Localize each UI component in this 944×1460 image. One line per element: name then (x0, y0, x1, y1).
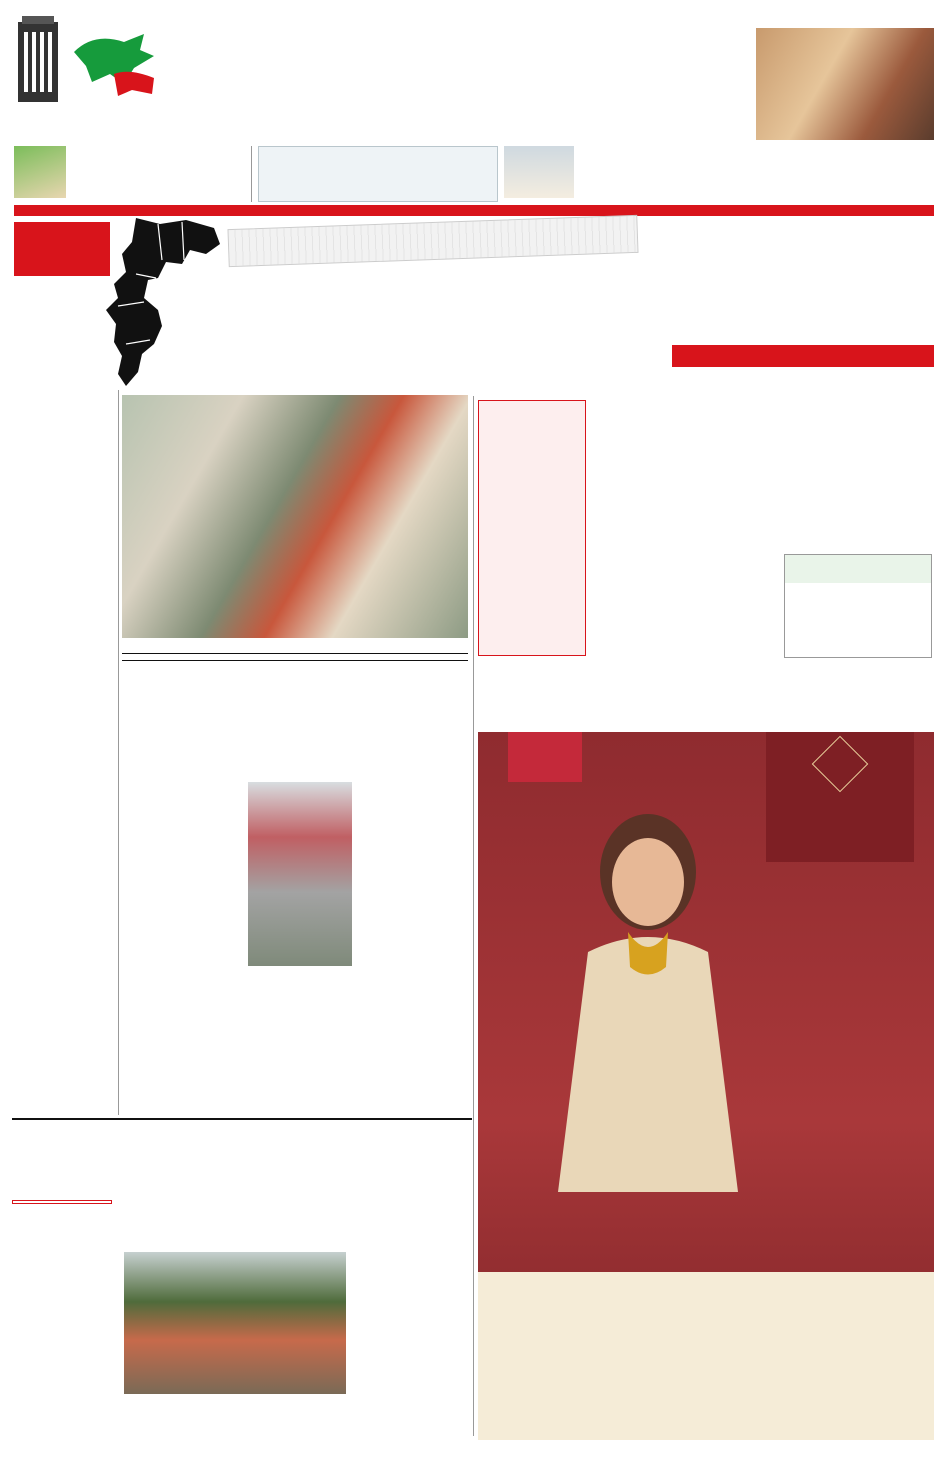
malabar-brand-box (766, 732, 914, 862)
district-side-label (784, 226, 796, 336)
north-bengal-map (96, 214, 224, 390)
malabar-model (548, 792, 748, 1192)
story3-body (122, 782, 242, 1112)
story4-body-1 (12, 1216, 120, 1438)
teaser-3[interactable] (756, 146, 934, 202)
column-rule-2 (473, 396, 474, 1436)
story4-body-2b (124, 1408, 346, 1438)
stock-exchange-logo (14, 12, 164, 108)
top-right-photo (756, 28, 934, 140)
teaser-2[interactable] (504, 146, 750, 202)
story3-rule (122, 660, 468, 661)
malabar-logo-icon (812, 736, 869, 793)
malabar-ad[interactable] (478, 732, 934, 1440)
story4-byline (12, 1200, 112, 1204)
malabar-offer-cash (730, 1027, 840, 1041)
photo-rule (122, 653, 468, 654)
story3-photo (248, 782, 352, 966)
story3-col2-body (248, 982, 352, 1108)
polling-photo (122, 395, 468, 638)
teaser-1[interactable] (14, 146, 252, 202)
malabar-features (490, 1156, 922, 1268)
story4-photo (124, 1252, 346, 1394)
story4-body-3 (238, 1200, 346, 1248)
turnout-label (672, 351, 682, 367)
malabar-badge (508, 732, 582, 782)
paper-clip-text (228, 216, 636, 230)
column-rule-1 (118, 390, 119, 1115)
story2-body (596, 512, 776, 718)
story4-body-2 (124, 1200, 234, 1248)
malabar-offer (730, 960, 926, 1042)
malabar-lower (478, 1272, 934, 1440)
teaser-1-photo (14, 146, 66, 198)
paper-clip-graphic (227, 215, 638, 267)
clinic-ad-address (785, 587, 931, 591)
teaser-2-photo (504, 146, 574, 198)
turnout-banner (672, 345, 934, 367)
story2-right-body (784, 512, 932, 552)
turnout-value (682, 344, 690, 368)
weather-panel (258, 146, 498, 202)
violence-box (478, 400, 586, 656)
story3-col3-body (356, 710, 468, 1100)
story4-body-4 (350, 1200, 470, 1438)
clinic-ad[interactable] (784, 554, 932, 658)
story4-rule (12, 1118, 472, 1120)
